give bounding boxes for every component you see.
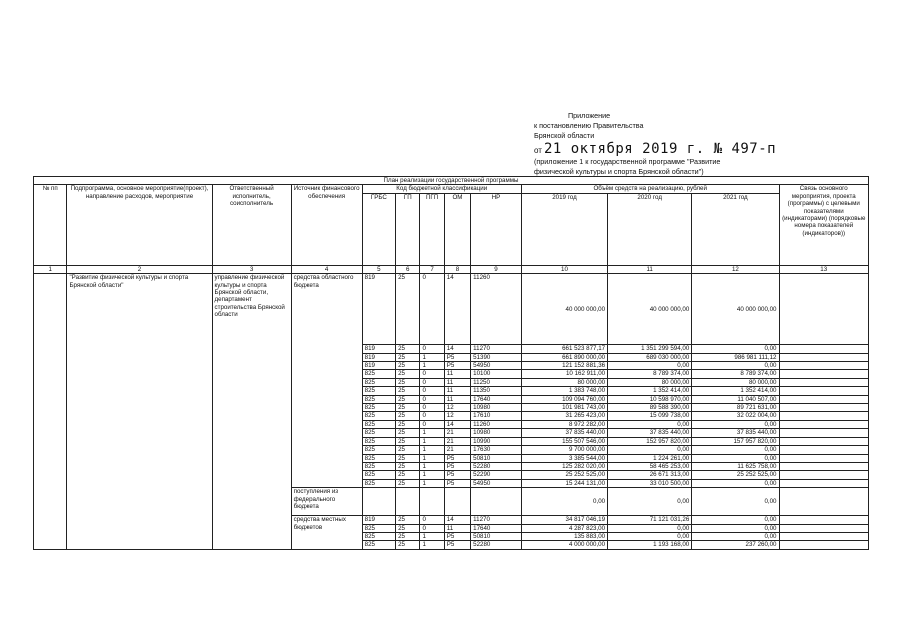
- column-number: 13: [779, 265, 869, 273]
- amount-2020: 0,00: [608, 362, 692, 370]
- grbs-cell: 825: [362, 471, 395, 479]
- amount-2021: 89 721 631,00: [692, 404, 779, 412]
- amount-2021: 0,00: [692, 524, 779, 532]
- pgp-cell: 1: [420, 446, 444, 454]
- np-cell: 54950: [471, 479, 522, 487]
- link-cell: [779, 420, 869, 428]
- column-number: 8: [444, 265, 470, 273]
- link-cell: [779, 412, 869, 420]
- grbs-cell: 819: [362, 362, 395, 370]
- appendix-ref-2: Брянской области: [534, 131, 595, 140]
- header-row-1: [34, 185, 869, 193]
- gp-cell: 25: [396, 429, 420, 437]
- gp-cell: 25: [396, 345, 420, 353]
- col-header-no: № пп: [34, 185, 67, 265]
- np-cell: 10980: [471, 404, 522, 412]
- pgp-cell: 0: [420, 395, 444, 403]
- link-cell: [779, 516, 869, 524]
- np-cell: 17610: [471, 412, 522, 420]
- link-cell: [779, 353, 869, 361]
- np-cell: 52280: [471, 541, 522, 549]
- gp-cell: 25: [396, 362, 420, 370]
- grbs-cell: 825: [362, 370, 395, 378]
- table-row: [34, 274, 869, 345]
- link-cell: [779, 378, 869, 386]
- link-cell: [779, 387, 869, 395]
- link-cell: [779, 541, 869, 549]
- np-cell: 17640: [471, 524, 522, 532]
- amount-2021: 0,00: [692, 454, 779, 462]
- grbs-cell: 825: [362, 479, 395, 487]
- grbs-cell: 825: [362, 420, 395, 428]
- gp-cell: 25: [396, 404, 420, 412]
- pgp-cell: 1: [420, 454, 444, 462]
- amount-2021: 0,00: [692, 345, 779, 353]
- gp-cell: 25: [396, 387, 420, 395]
- om-cell: P5: [444, 353, 470, 361]
- om-cell: P5: [444, 541, 470, 549]
- amount-2021: 37 835 440,00: [692, 429, 779, 437]
- grbs-cell: 825: [362, 532, 395, 540]
- om-cell: 11: [444, 395, 470, 403]
- link-cell: [779, 488, 869, 516]
- code-cell-empty: [420, 488, 444, 516]
- grbs-cell: 825: [362, 454, 395, 462]
- grbs-cell: 825: [362, 378, 395, 386]
- amount-2019: 80 000,00: [521, 378, 607, 386]
- om-cell: 14: [444, 345, 470, 353]
- link-cell: [779, 454, 869, 462]
- gp-cell: 25: [396, 479, 420, 487]
- grbs-cell: 825: [362, 387, 395, 395]
- code-cell-empty: [396, 488, 420, 516]
- grbs-cell: 825: [362, 524, 395, 532]
- amount-2019: 121 152 881,36: [521, 362, 607, 370]
- gp-cell: 25: [396, 395, 420, 403]
- amount-2019: 9 700 000,00: [521, 446, 607, 454]
- amount-2021: 11 625 758,00: [692, 462, 779, 470]
- amount-2020: 33 010 500,00: [608, 479, 692, 487]
- pgp-cell: 0: [420, 524, 444, 532]
- pgp-cell: 1: [420, 532, 444, 540]
- om-cell: P5: [444, 362, 470, 370]
- pgp-cell: 1: [420, 462, 444, 470]
- appendix-ref-3: (приложение 1 к государственной программе "Развитие: [534, 157, 721, 166]
- np-cell: 10980: [471, 429, 522, 437]
- amount-2020: 0,00: [608, 488, 692, 516]
- link-cell: [779, 524, 869, 532]
- amount-2020: 71 121 031,26: [608, 516, 692, 524]
- gp-cell: 25: [396, 274, 420, 345]
- np-cell: 17640: [471, 395, 522, 403]
- link-cell: [779, 429, 869, 437]
- column-number: 4: [291, 265, 362, 273]
- link-cell: [779, 404, 869, 412]
- om-cell: 11: [444, 387, 470, 395]
- appendix-ref-1: к постановлению Правительства: [534, 121, 644, 130]
- gp-cell: 25: [396, 471, 420, 479]
- amount-2020: 37 835 440,00: [608, 429, 692, 437]
- col-header-2021: 2021 год: [692, 193, 779, 265]
- amount-2021: 0,00: [692, 516, 779, 524]
- grbs-cell: 825: [362, 395, 395, 403]
- amount-2021: 0,00: [692, 488, 779, 516]
- amount-2021: 157 957 820,00: [692, 437, 779, 445]
- amount-2021: 1 352 414,00: [692, 387, 779, 395]
- source-federal: поступления из федерального бюджета: [291, 488, 362, 516]
- om-cell: 12: [444, 404, 470, 412]
- amount-2019: 661 890 000,00: [521, 353, 607, 361]
- gp-cell: 25: [396, 532, 420, 540]
- np-cell: 54950: [471, 362, 522, 370]
- plan-title-row: [34, 177, 869, 185]
- grbs-cell: 819: [362, 353, 395, 361]
- amount-2020: 1 224 261,00: [608, 454, 692, 462]
- gp-cell: 25: [396, 541, 420, 549]
- grbs-cell: 825: [362, 462, 395, 470]
- col-header-om: ОМ: [444, 193, 470, 265]
- np-cell: 11350: [471, 387, 522, 395]
- np-cell: 51390: [471, 353, 522, 361]
- col-header-pgp: ПГП: [420, 193, 444, 265]
- pgp-cell: 0: [420, 404, 444, 412]
- col-header-source: Источник финансового обеспечения: [291, 185, 362, 265]
- link-cell: [779, 437, 869, 445]
- np-cell: 11250: [471, 378, 522, 386]
- link-cell: [779, 370, 869, 378]
- link-cell: [779, 471, 869, 479]
- column-number: 5: [362, 265, 395, 273]
- amount-2019: 155 507 546,00: [521, 437, 607, 445]
- amount-2019: 8 972 282,00: [521, 420, 607, 428]
- amount-2019: 15 244 131,00: [521, 479, 607, 487]
- code-cell-empty: [362, 488, 395, 516]
- np-cell: 10990: [471, 437, 522, 445]
- om-cell: P5: [444, 471, 470, 479]
- amount-2021: 40 000 000,00: [692, 274, 779, 345]
- gp-cell: 25: [396, 437, 420, 445]
- om-cell: P5: [444, 532, 470, 540]
- responsible-executor: управление физической культуры и спорта Брянской области, департамент строительства Брянской области: [212, 274, 291, 550]
- link-cell: [779, 462, 869, 470]
- gp-cell: 25: [396, 454, 420, 462]
- om-cell: 14: [444, 274, 470, 345]
- grbs-cell: 825: [362, 541, 395, 549]
- om-cell: 21: [444, 446, 470, 454]
- column-number: 12: [692, 265, 779, 273]
- om-cell: 11: [444, 370, 470, 378]
- np-cell: 11270: [471, 516, 522, 524]
- appendix-title: Приложение: [568, 111, 611, 120]
- amount-2020: 0,00: [608, 420, 692, 428]
- column-number: 7: [420, 265, 444, 273]
- om-cell: P5: [444, 479, 470, 487]
- gp-cell: 25: [396, 462, 420, 470]
- np-cell: 52280: [471, 462, 522, 470]
- column-number: 9: [471, 265, 522, 273]
- link-cell: [779, 446, 869, 454]
- col-header-gp: ГП: [396, 193, 420, 265]
- amount-2021: 0,00: [692, 420, 779, 428]
- amount-2020: 89 588 390,00: [608, 404, 692, 412]
- pgp-cell: 0: [420, 345, 444, 353]
- amount-2019: 0,00: [521, 488, 607, 516]
- col-header-2020: 2020 год: [608, 193, 692, 265]
- appendix-header: [534, 111, 834, 177]
- gp-cell: 25: [396, 378, 420, 386]
- om-cell: 11: [444, 524, 470, 532]
- om-cell: 14: [444, 420, 470, 428]
- pgp-cell: 1: [420, 479, 444, 487]
- amount-2021: 0,00: [692, 362, 779, 370]
- gp-cell: 25: [396, 446, 420, 454]
- amount-2020: 26 671 313,00: [608, 471, 692, 479]
- amount-2021: 986 981 111,12: [692, 353, 779, 361]
- column-number: 1: [34, 265, 67, 273]
- pgp-cell: 0: [420, 516, 444, 524]
- om-cell: 11: [444, 378, 470, 386]
- amount-2019: 40 000 000,00: [521, 274, 607, 345]
- amount-2020: 152 957 820,00: [608, 437, 692, 445]
- amount-2021: 11 040 507,00: [692, 395, 779, 403]
- om-cell: 21: [444, 437, 470, 445]
- grbs-cell: 819: [362, 345, 395, 353]
- code-cell-empty: [471, 488, 522, 516]
- date-prefix: от: [534, 146, 542, 155]
- column-numbers-row: [34, 265, 869, 273]
- np-cell: 50810: [471, 532, 522, 540]
- column-number: 10: [521, 265, 607, 273]
- amount-2021: 32 022 004,00: [692, 412, 779, 420]
- pgp-cell: 1: [420, 541, 444, 549]
- resolution-date-number: 21 октября 2019 г. № 497-п: [543, 141, 777, 157]
- amount-2019: 4 000 000,00: [521, 541, 607, 549]
- col-header-budget-code: Код бюджетной классификации: [362, 185, 521, 193]
- program-name: "Развитие физической культуры и спорта Брянской области": [67, 274, 212, 550]
- grbs-cell: 825: [362, 437, 395, 445]
- amount-2020: 1 193 168,00: [608, 541, 692, 549]
- amount-2021: 25 252 525,00: [692, 471, 779, 479]
- pgp-cell: 1: [420, 437, 444, 445]
- pgp-cell: 0: [420, 420, 444, 428]
- pgp-cell: 1: [420, 471, 444, 479]
- amount-2019: 4 287 823,00: [521, 524, 607, 532]
- pgp-cell: 0: [420, 274, 444, 345]
- amount-2020: 80 000,00: [608, 378, 692, 386]
- amount-2019: 10 162 911,00: [521, 370, 607, 378]
- pgp-cell: 1: [420, 353, 444, 361]
- pgp-cell: 0: [420, 370, 444, 378]
- np-cell: 10100: [471, 370, 522, 378]
- pgp-cell: 0: [420, 378, 444, 386]
- row-number-cell: [34, 274, 67, 550]
- np-cell: 17630: [471, 446, 522, 454]
- np-cell: 11260: [471, 420, 522, 428]
- pgp-cell: 1: [420, 429, 444, 437]
- amount-2020: 1 351 299 594,00: [608, 345, 692, 353]
- column-number: 2: [67, 265, 212, 273]
- np-cell: 11270: [471, 345, 522, 353]
- link-cell: [779, 274, 869, 345]
- plan-title: План реализации государственной программы: [34, 177, 869, 185]
- col-header-link: Связь основного мероприятия, проекта (программы) с целевыми показателями (индикаторами) (порядковые номера показателей (индикаторов)): [779, 185, 869, 265]
- np-cell: 52290: [471, 471, 522, 479]
- grbs-cell: 825: [362, 429, 395, 437]
- amount-2020: 40 000 000,00: [608, 274, 692, 345]
- grbs-cell: 825: [362, 412, 395, 420]
- np-cell: 11260: [471, 274, 522, 345]
- amount-2019: 1 383 748,00: [521, 387, 607, 395]
- gp-cell: 25: [396, 524, 420, 532]
- link-cell: [779, 395, 869, 403]
- source-local: средства местных бюджетов: [291, 516, 362, 550]
- amount-2021: 0,00: [692, 446, 779, 454]
- appendix-ref-4: физической культуры и спорта Брянской области"): [534, 167, 704, 176]
- pgp-cell: 0: [420, 412, 444, 420]
- gp-cell: 25: [396, 516, 420, 524]
- source-regional: средства областного бюджета: [291, 274, 362, 488]
- col-header-grbs: ГРБС: [362, 193, 395, 265]
- amount-2019: 34 817 046,19: [521, 516, 607, 524]
- amount-2019: 31 265 423,00: [521, 412, 607, 420]
- link-cell: [779, 345, 869, 353]
- amount-2019: 109 094 760,00: [521, 395, 607, 403]
- grbs-cell: 819: [362, 274, 395, 345]
- gp-cell: 25: [396, 420, 420, 428]
- amount-2020: 15 099 738,00: [608, 412, 692, 420]
- col-header-2019: 2019 год: [521, 193, 607, 265]
- amount-2020: 689 030 000,00: [608, 353, 692, 361]
- link-cell: [779, 479, 869, 487]
- column-number: 11: [608, 265, 692, 273]
- plan-table: [33, 176, 869, 550]
- amount-2021: 80 000,00: [692, 378, 779, 386]
- amount-2021: 8 789 374,00: [692, 370, 779, 378]
- gp-cell: 25: [396, 412, 420, 420]
- grbs-cell: 825: [362, 404, 395, 412]
- col-header-amount: Объём средств на реализацию, рублей: [521, 185, 779, 193]
- column-number: 6: [396, 265, 420, 273]
- om-cell: 12: [444, 412, 470, 420]
- amount-2020: 0,00: [608, 446, 692, 454]
- amount-2020: 0,00: [608, 532, 692, 540]
- amount-2019: 125 282 020,00: [521, 462, 607, 470]
- amount-2020: 8 789 374,00: [608, 370, 692, 378]
- grbs-cell: 819: [362, 516, 395, 524]
- col-header-subprogram: Подпрограмма, основное мероприятие(проект), направление расходов, мероприятие: [67, 185, 212, 265]
- amount-2021: 0,00: [692, 532, 779, 540]
- np-cell: 50810: [471, 454, 522, 462]
- link-cell: [779, 532, 869, 540]
- amount-2019: 661 523 877,17: [521, 345, 607, 353]
- amount-2020: 1 352 414,00: [608, 387, 692, 395]
- amount-2021: 0,00: [692, 479, 779, 487]
- om-cell: 21: [444, 429, 470, 437]
- gp-cell: 25: [396, 370, 420, 378]
- code-cell-empty: [444, 488, 470, 516]
- amount-2019: 135 883,00: [521, 532, 607, 540]
- col-header-np: НР: [471, 193, 522, 265]
- amount-2019: 101 981 743,00: [521, 404, 607, 412]
- pgp-cell: 0: [420, 387, 444, 395]
- column-number: 3: [212, 265, 291, 273]
- amount-2020: 0,00: [608, 524, 692, 532]
- amount-2019: 3 385 544,00: [521, 454, 607, 462]
- amount-2019: 37 835 440,00: [521, 429, 607, 437]
- pgp-cell: 1: [420, 362, 444, 370]
- grbs-cell: 825: [362, 446, 395, 454]
- col-header-responsible: Ответственный исполнитель, соисполнитель: [212, 185, 291, 265]
- om-cell: P5: [444, 462, 470, 470]
- amount-2019: 25 252 525,00: [521, 471, 607, 479]
- amount-2021: 237 260,00: [692, 541, 779, 549]
- om-cell: P5: [444, 454, 470, 462]
- link-cell: [779, 362, 869, 370]
- om-cell: 14: [444, 516, 470, 524]
- amount-2020: 58 465 253,00: [608, 462, 692, 470]
- amount-2020: 10 598 970,00: [608, 395, 692, 403]
- gp-cell: 25: [396, 353, 420, 361]
